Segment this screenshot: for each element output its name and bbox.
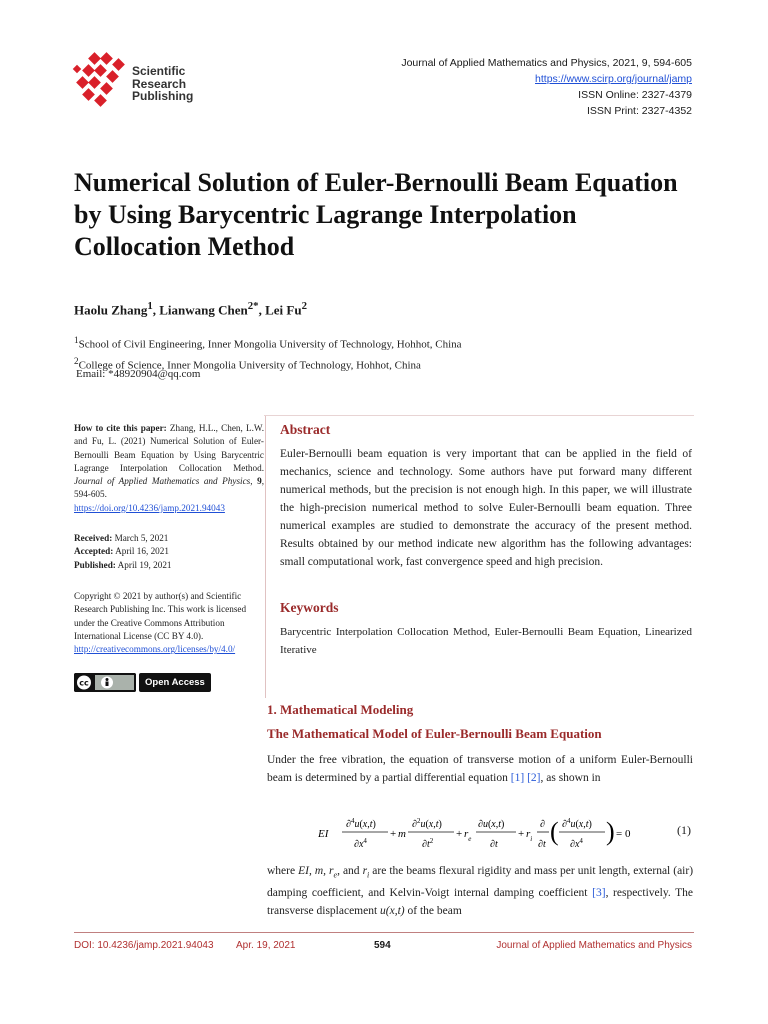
svg-text:+: + <box>456 828 463 840</box>
footer-journal: Journal of Applied Mathematics and Physics <box>496 940 692 951</box>
published-value: April 19, 2021 <box>117 559 172 570</box>
body-paragraph: where EI, m, $r_e$, and $r_i$ are the beams flexural rigidity and mass per unit length, external (air) damping coefficient, and Kelvin-Voigt internal damping coefficient [3], respectively. The transverse displacement u(x,t) of the beam <box>267 865 694 918</box>
math-inline: u(x,t) <box>380 905 405 918</box>
svg-text:∂x4: $\partial x^4$ <box>570 837 583 850</box>
abstract-heading: Abstract <box>280 422 331 437</box>
cite-volume: 9 <box>257 476 262 487</box>
journal-info <box>401 55 692 119</box>
author-list: Haolu Zhang$^1$, Lianwang Chen$^{2*}$, Lei Fu$^2$ <box>74 300 307 318</box>
footer-doi[interactable]: DOI: 10.4236/jamp.2021.94043 <box>74 940 214 951</box>
svg-text:+: + <box>518 828 525 840</box>
published-date <box>74 559 264 572</box>
citation-ref[interactable]: [3] <box>592 887 606 900</box>
svg-text:cc: cc <box>79 678 89 688</box>
journal-url-link[interactable]: https://www.scirp.org/journal/jamp <box>535 73 692 85</box>
keywords-heading: Keywords <box>280 600 339 615</box>
abstract-text: Euler-Bernoulli beam equation is very important that can be applied in the field of mechanics, science and technology. Some authors have put forward many different numerical methods, but the precision is not enough high. In this paper, we will illustrate the high-precision numerical method to solve Euler-Bernoulli beam equation. Three numerical examples are studied to demonstrate the accuracy of the present method. Results obtained by our method indicate new algorithm has the following advantages: small computational work, fast convergence speed and high precision. <box>280 448 692 568</box>
publisher-name-line: Research <box>132 76 187 91</box>
svg-text:): ) <box>606 817 615 846</box>
paragraph-text: where <box>267 865 296 877</box>
issn-print: ISSN Print: 2327-4352 <box>586 105 692 117</box>
publication-dates <box>74 532 264 572</box>
svg-text:∂4u(x,t): ∂$^4$u(x,t) <box>562 817 592 830</box>
equation-number: (1) <box>677 823 691 837</box>
svg-text:ri: $r_i$ <box>526 828 533 843</box>
column-divider <box>265 416 266 698</box>
received-label: Received: <box>74 533 113 543</box>
svg-text:m: m <box>398 828 406 840</box>
accepted-label: Accepted: <box>74 546 114 557</box>
equation-1 <box>318 813 638 855</box>
svg-text:∂t: ∂t <box>538 839 546 850</box>
svg-text:EI: EI <box>318 828 329 840</box>
affiliation-1 <box>74 332 462 353</box>
svg-text:∂u(x,t): ∂u(x,t) <box>478 819 505 830</box>
svg-text:∂2u(x,t): ∂$^2$u(x,t) <box>412 817 442 830</box>
author-affil-sup: 2* <box>247 300 259 312</box>
svg-text:re: $r_e$ <box>464 828 472 843</box>
cc-by-badge[interactable] <box>74 673 136 692</box>
cite-journal: Journal of Applied Mathematics and Physics <box>74 476 251 487</box>
received-value: March 5, 2021 <box>114 533 169 543</box>
svg-text:∂t: ∂t <box>490 839 498 850</box>
svg-text:+: + <box>390 828 397 840</box>
accepted-value: April 16, 2021 <box>115 546 169 557</box>
license-link[interactable]: http://creativecommons.org/licenses/by/4.0/ <box>74 644 236 655</box>
svg-text:∂t2: $\partial t^2$ <box>422 837 434 850</box>
contact-email: Email: *48920904@qq.com <box>76 368 201 380</box>
author-name: Lianwang Chen <box>159 302 248 318</box>
footer-date: Apr. 19, 2021 <box>236 940 296 951</box>
accepted-date <box>74 545 264 558</box>
affil-text: College of Science, Inner Mongolia University of Technology, Hohhot, China <box>78 359 421 372</box>
author-name: Haolu Zhang <box>74 302 148 318</box>
math-inline: r <box>362 865 368 877</box>
license-text: Copyright © 2021 by author(s) and Scientific Research Publishing Inc. This work is licensed under the Creative Commons Attribution International License (CC BY 4.0). <box>74 591 247 641</box>
paragraph-text: are the beams flexural rigidity and mass per unit length, external (air) damping coefficient, and Kelvin-Voigt internal damping coefficient <box>267 865 694 900</box>
subsection-heading: The Mathematical Model of Euler-Bernoulli Beam Equation <box>267 726 602 741</box>
svg-text:(: ( <box>550 817 559 846</box>
affil-sup: 1 <box>74 335 79 345</box>
cite-label: How to cite this paper: <box>74 423 167 433</box>
publisher-name-line: Publishing <box>132 89 194 103</box>
paragraph-text: Under the free vibration, the equation of transverse motion of a uniform Euler-Bernoulli beam is determined by a partial differential equation <box>267 754 693 784</box>
paragraph-text: of the beam <box>407 905 462 918</box>
paragraph-text: , and <box>337 865 360 877</box>
affil-text: School of Civil Engineering, Inner Mongolia University of Technology, Hohhot, China <box>78 338 462 351</box>
svg-text:= 0: = 0 <box>616 828 631 840</box>
doi-link[interactable]: https://doi.org/10.4236/jamp.2021.94043 <box>74 502 225 513</box>
received-date <box>74 532 264 545</box>
publisher-name <box>132 65 193 103</box>
body-paragraph <box>267 751 693 787</box>
paragraph-text: , as shown in <box>540 772 601 784</box>
svg-text:∂: ∂ <box>540 819 545 830</box>
paragraph-text: , respectively. The transverse displacement <box>267 887 694 918</box>
page-number: 594 <box>374 940 391 951</box>
journal-citation: Journal of Applied Mathematics and Physics, 2021, 9, 594-605 <box>401 57 692 69</box>
affil-sup: 2 <box>74 355 79 366</box>
citation-ref[interactable]: [1] <box>510 772 525 784</box>
author-name: Lei Fu <box>265 302 302 318</box>
citation-ref[interactable]: [2] <box>527 772 541 784</box>
svg-text:∂4u(x,t): ∂$^4$u(x,t) <box>346 817 376 830</box>
paper-title: Numerical Solution of Euler-Bernoulli Beam Equation by Using Barycentric Lagrange Interpolation Collocation Method <box>74 168 678 261</box>
keywords-text: Barycentric Interpolation Collocation Method, Euler-Bernoulli Beam Equation, Linearized Iterative <box>280 626 692 656</box>
svg-text:∂x4: $\partial x^4$ <box>354 837 367 850</box>
footer-rule <box>74 932 694 933</box>
publisher-logo-mark <box>73 52 125 107</box>
math-inline: EI, m, r <box>298 865 334 877</box>
author-affil-sup: 1 <box>147 300 153 312</box>
section-heading: 1. Mathematical Modeling <box>267 702 414 717</box>
author-affil-sup: 2 <box>301 300 307 312</box>
abstract-top-rule <box>264 415 694 416</box>
open-access-badge: Open Access <box>139 673 211 692</box>
cite-pages: , 594-605. <box>74 476 264 500</box>
publisher-name-line: Scientific <box>132 64 186 78</box>
issn-online: ISSN Online: 2327-4379 <box>578 89 692 101</box>
published-label: Published: <box>74 559 116 570</box>
how-to-cite: How to cite this paper: Zhang, H.L., Chen, L.W. and Fu, L. (2021) Numerical Solution of Euler-Bernoulli Beam Equation by Using Barycentric Lagrange Interpolation Collocation Method. Journal of Applied Mathematics and Physics, 9, 594-605. https://doi.org/10.4236/jamp.2021.94043 <box>74 423 264 513</box>
cite-text: Zhang, H.L., Chen, L.W. and Fu, L. (2021) Numerical Solution of Euler-Bernoulli Beam Equation by Using Barycentric Lagrange Interpolation Collocation Method. <box>74 423 264 473</box>
license-block <box>74 590 264 656</box>
